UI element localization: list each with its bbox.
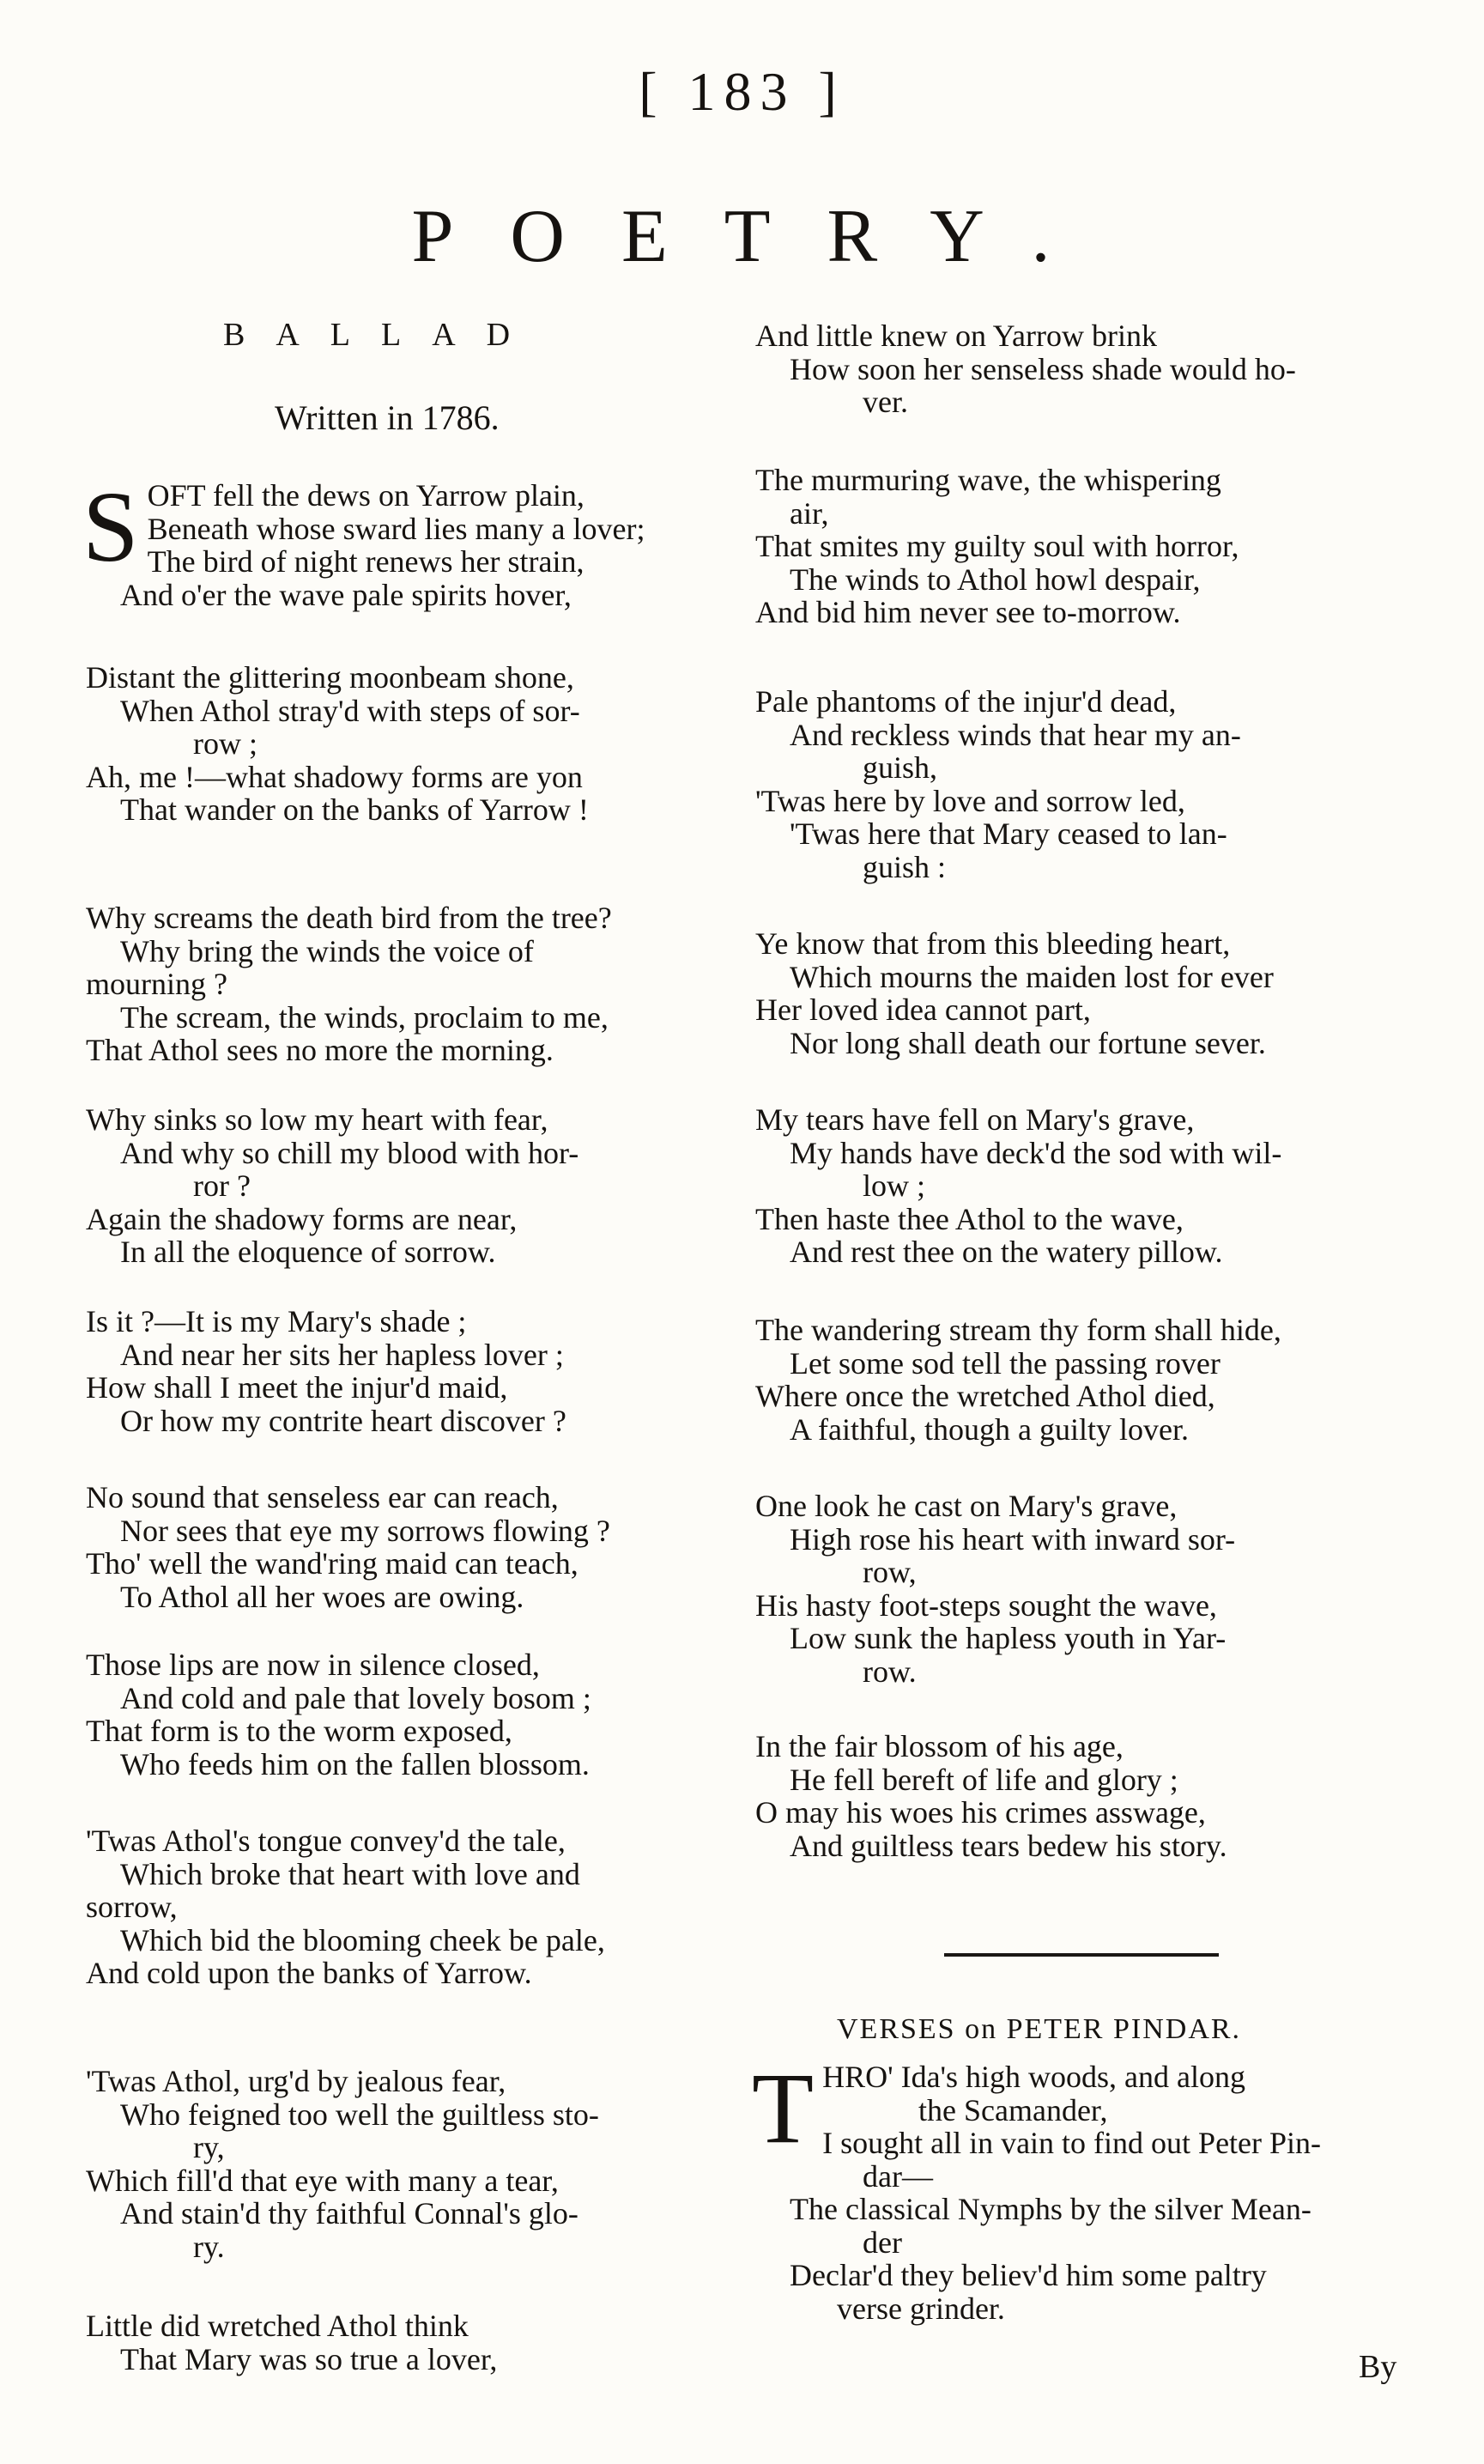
poem-line: Ye know that from this bleeding heart, <box>755 926 1231 961</box>
poem-line: Or how my contrite heart discover ? <box>120 1403 566 1438</box>
poem-line: Tho' well the wand'ring maid can teach, <box>86 1546 578 1581</box>
poem-line: Which mourns the maiden lost for ever <box>790 959 1274 994</box>
poem-line: mourning ? <box>86 967 227 1001</box>
poem-line: And cold upon the banks of Yarrow. <box>86 1956 532 1990</box>
poem-line: And guiltless tears bedew his story. <box>790 1828 1227 1863</box>
poem-line: The murmuring wave, the whispering <box>755 463 1221 497</box>
poem-line: And why so chill my blood with hor- <box>120 1135 579 1170</box>
verse-line: Declar'd they believ'd him some paltry <box>790 2258 1267 2292</box>
poem-line: And near her sits her hapless lover ; <box>120 1337 564 1372</box>
verse-line: The classical Nymphs by the silver Mean- <box>790 2192 1311 2226</box>
poem-line: To Athol all her woes are owing. <box>120 1579 524 1614</box>
poem-line: And o'er the wave pale spirits hover, <box>120 577 572 612</box>
left-stanza-8 <box>86 1824 605 1990</box>
poem-line: 'Twas here by love and sorrow led, <box>755 783 1185 818</box>
poem-line: OFT fell the dews on Yarrow plain, <box>147 478 585 513</box>
poem-line: Her loved idea cannot part, <box>755 992 1091 1027</box>
right-stanza-7 <box>755 1490 1235 1688</box>
poem-line: Again the shadowy forms are near, <box>86 1201 518 1236</box>
poem-line: 'Twas here that Mary ceased to lan- <box>790 816 1227 851</box>
page-number: [ 183 ] <box>639 61 845 122</box>
poem-line: ver. <box>863 385 908 419</box>
poem-line: And stain'd thy faithful Connal's glo- <box>120 2196 578 2230</box>
left-stanza-7 <box>86 1648 591 1781</box>
poem-line: ry, <box>193 2130 225 2164</box>
poem-line: Then haste thee Athol to the wave, <box>755 1201 1184 1236</box>
poem-line: guish : <box>863 849 947 884</box>
drop-cap: S <box>82 470 139 583</box>
poem-line: low ; <box>863 1168 926 1203</box>
poem-line: How soon her senseless shade would ho- <box>790 351 1296 386</box>
verse-line: der <box>863 2224 902 2260</box>
poem-line: He fell bereft of life and glory ; <box>790 1762 1178 1797</box>
poem-line: The winds to Athol howl despair, <box>790 561 1201 597</box>
poem-line: 'Twas Athol's tongue convey'd the tale, <box>86 1824 566 1858</box>
verse-line: HRO' Ida's high woods, and along <box>822 2060 1246 2094</box>
poem-line: Which broke that heart with love and <box>120 1856 580 1891</box>
left-stanza-5 <box>86 1305 566 1437</box>
right-stanza-2 <box>755 464 1239 629</box>
poem-line: 'Twas Athol, urg'd by jealous fear, <box>86 2064 506 2098</box>
poem-line: Let some sod tell the passing rover <box>790 1345 1221 1381</box>
poem-line: Low sunk the hapless youth in Yar- <box>790 1621 1227 1655</box>
poem-line: How shall I meet the injur'd maid, <box>86 1370 508 1405</box>
poem-line: In the fair blossom of his age, <box>755 1729 1124 1763</box>
poem-line: That wander on the banks of Yarrow ! <box>120 792 589 827</box>
section-title: POETRY. <box>411 195 1107 278</box>
poem-line: ry. <box>193 2229 225 2264</box>
poem-line: row ; <box>193 726 257 761</box>
verse-line: dar— <box>863 2158 933 2194</box>
poem-line: My hands have deck'd the sod with wil- <box>790 1135 1282 1170</box>
poem-line: High rose his heart with inward sor- <box>790 1521 1236 1557</box>
poem-line: That form is to the worm exposed, <box>86 1714 512 1748</box>
poem-line: Nor long shall death our fortune sever. <box>790 1025 1266 1060</box>
right-stanza-4 <box>755 927 1274 1059</box>
poem-line: O may his woes his crimes asswage, <box>755 1795 1206 1830</box>
poem-line: Why screams the death bird from the tree? <box>86 901 612 935</box>
poem-line: And little knew on Yarrow brink <box>755 319 1157 353</box>
poem-line: guish, <box>863 750 938 785</box>
left-stanza-4 <box>86 1103 578 1269</box>
poem-line: One look he cast on Mary's grave, <box>755 1489 1178 1523</box>
verse-line: I sought all in vain to find out Peter Pin- <box>822 2126 1322 2160</box>
left-stanza-9 <box>86 2065 599 2263</box>
poem-line: Beneath whose sward lies many a lover; <box>147 511 645 546</box>
poem-line: row. <box>863 1654 917 1689</box>
poem-line: And bid him never see to-morrow. <box>755 595 1181 629</box>
poem-line: row, <box>863 1555 917 1589</box>
ballad-title: BALLAD <box>223 317 542 353</box>
poem-line: Who feeds him on the fallen blossom. <box>120 1746 590 1781</box>
drop-cap: T <box>752 2052 815 2164</box>
right-stanza-3 <box>755 685 1241 883</box>
poem-line: air, <box>790 495 829 531</box>
poem-line: No sound that senseless ear can reach, <box>86 1480 559 1514</box>
poem-line: Who feigned too well the guiltless sto- <box>120 2097 599 2132</box>
poem-line: My tears have fell on Mary's grave, <box>755 1102 1195 1137</box>
poem-line: The bird of night renews her strain, <box>147 544 585 579</box>
poem-line: That smites my guilty soul with horror, <box>755 529 1239 563</box>
right-stanza-5 <box>755 1103 1281 1269</box>
poem-line: Distant the glittering moonbeam shone, <box>86 660 574 695</box>
poem-line: Where once the wretched Athol died, <box>755 1379 1215 1413</box>
poem-line: That Mary was so true a lover, <box>120 2341 498 2376</box>
poem-line: His hasty foot-steps sought the wave, <box>755 1587 1217 1623</box>
poem-line: Ah, me !—what shadowy forms are yon <box>86 759 583 794</box>
poem-line: Why bring the winds the voice of <box>120 933 534 968</box>
poem-line: Nor sees that eye my sorrows flowing ? <box>120 1513 610 1548</box>
left-stanza-2 <box>86 661 589 827</box>
poem-line: Pale phantoms of the injur'd dead, <box>755 684 1177 719</box>
verses-title: VERSES on PETER PINDAR. <box>837 2013 1242 2045</box>
poem-line: That Athol sees no more the morning. <box>86 1033 554 1067</box>
poem-line: sorrow, <box>86 1890 178 1924</box>
poem-line: Little did wretched Athol think <box>86 2309 469 2343</box>
poem-line: In all the eloquence of sorrow. <box>120 1235 496 1269</box>
poem-line: Why sinks so low my heart with fear, <box>86 1102 548 1137</box>
poem-line: And reckless winds that hear my an- <box>790 717 1241 752</box>
left-stanza-6 <box>86 1481 610 1613</box>
left-stanza-1 <box>82 470 645 612</box>
poem-line: Which fill'd that eye with many a tear, <box>86 2163 559 2198</box>
verse-line: the Scamander, <box>918 2092 1108 2127</box>
left-stanza-10 <box>86 2309 497 2376</box>
poem-line: A faithful, though a guilty lover. <box>790 1411 1189 1447</box>
verse-line: verse grinder. <box>837 2291 1005 2326</box>
poem-line: The scream, the winds, proclaim to me, <box>120 999 609 1035</box>
poem-line: The wandering stream thy form shall hide, <box>755 1313 1281 1347</box>
poem-line: When Athol stray'd with steps of sor- <box>120 693 580 728</box>
poem-line: Is it ?—It is my Mary's shade ; <box>86 1304 467 1338</box>
right-stanza-8 <box>755 1730 1227 1862</box>
section-divider <box>944 1953 1219 1957</box>
right-stanza-6 <box>755 1314 1281 1446</box>
poem-line: And rest thee on the watery pillow. <box>790 1235 1223 1269</box>
ballad-subtitle: Written in 1786. <box>275 398 500 437</box>
poem-line: ror ? <box>193 1168 251 1203</box>
right-stanza-1 <box>755 319 1296 419</box>
poem-line: Which bid the blooming cheek be pale, <box>120 1922 605 1957</box>
poem-line: Those lips are now in silence closed, <box>86 1648 540 1682</box>
poem-line: And cold and pale that lovely bosom ; <box>120 1680 591 1715</box>
left-stanza-3 <box>86 901 612 1067</box>
catchword: By <box>1359 2349 1397 2385</box>
